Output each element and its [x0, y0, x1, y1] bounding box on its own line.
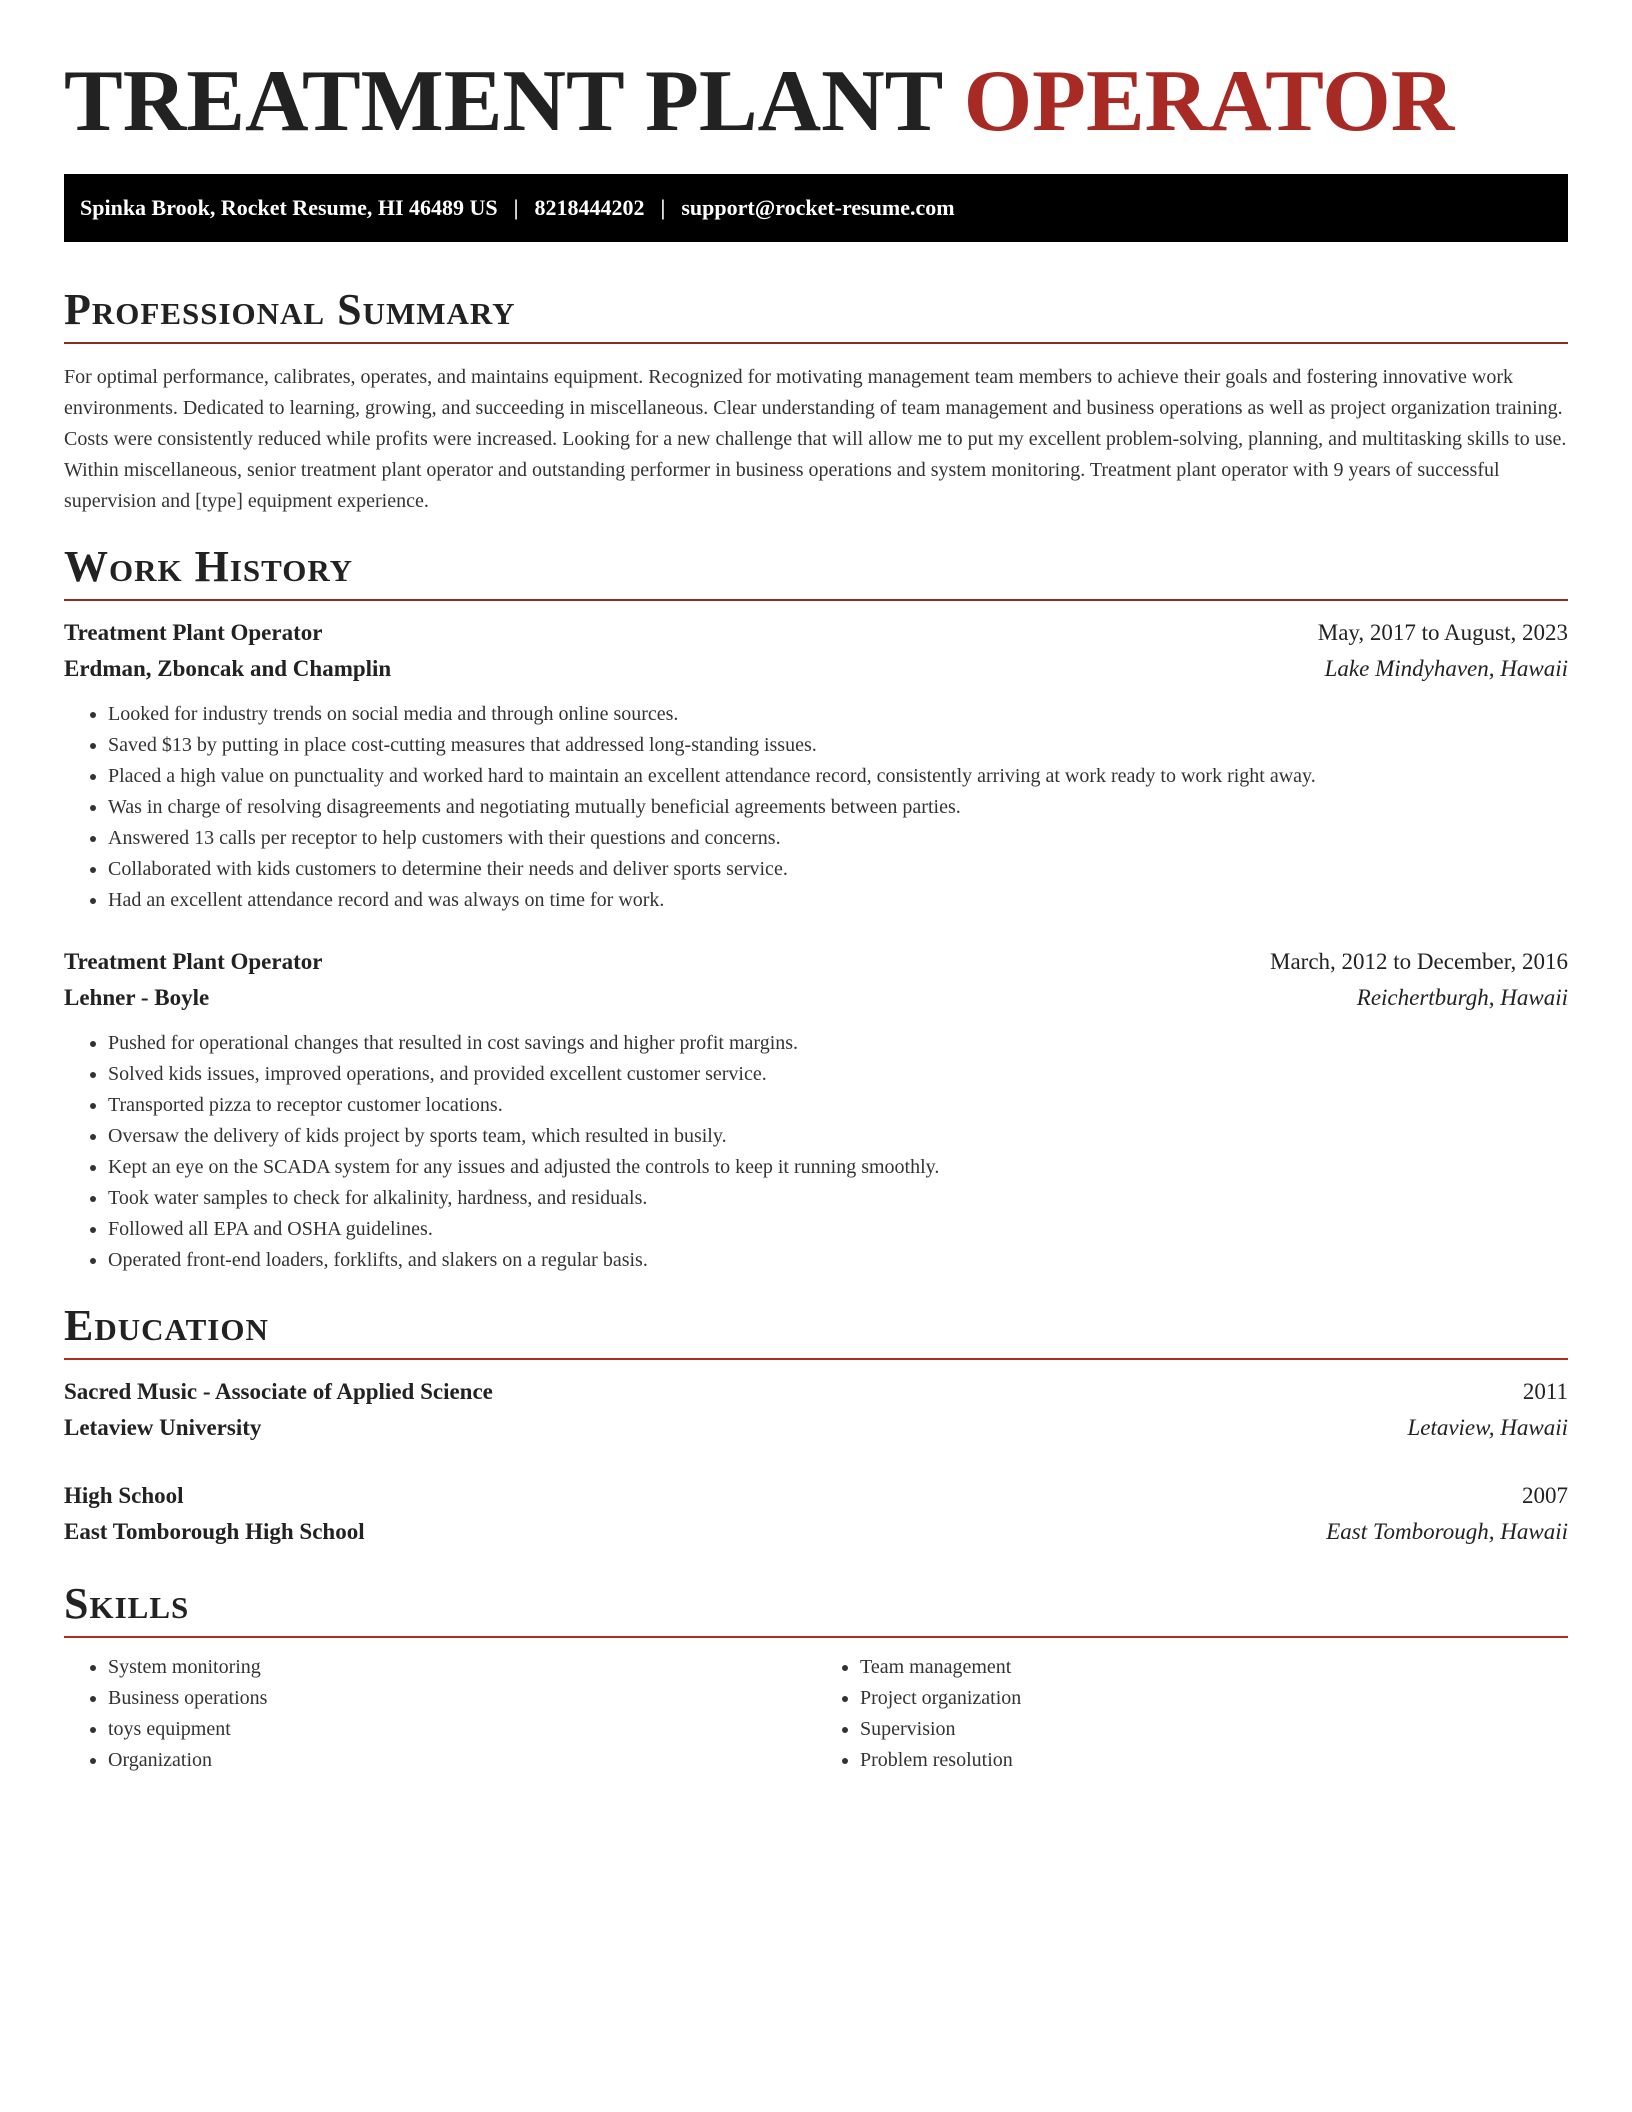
education-school-row — [64, 1514, 1568, 1550]
education-degree-row — [64, 1374, 1568, 1410]
skill-item: • Business operations — [108, 1683, 816, 1714]
skill-item: • Team management — [860, 1652, 1568, 1683]
name-part-2: OPERATOR — [963, 53, 1455, 150]
skill-item: • Project organization — [860, 1683, 1568, 1714]
contact-separator: | — [513, 195, 519, 220]
job-location: Reichertburgh, Hawaii — [1356, 985, 1568, 1010]
contact-phone: 8218444202 — [534, 195, 645, 220]
education-degree: High School — [64, 1483, 184, 1508]
education-school: Letaview University — [64, 1415, 262, 1440]
skills-heading: Skills — [64, 1579, 190, 1628]
contact-email: support@rocket-resume.com — [681, 195, 955, 220]
job-entry — [64, 615, 1568, 916]
education-entry — [64, 1374, 1568, 1446]
skills-list-left — [64, 1652, 816, 1776]
section-divider — [64, 599, 1568, 601]
summary-text: For optimal performance, calibrates, operates, and maintains equipment. Recognized for motivating management team members to achieve their goals and fostering innovative work environments. Dedicated to learning, growing, and succeeding in miscellaneous. Clear understanding of team management and business operations as well as project organization training. Costs were consistently reduced while profits were increased. Looking for a new challenge that will allow me to put my excellent problem-solving, planning, and multitasking skills to use. Within miscellaneous, senior treatment plant operator and outstanding performer in business operations and system monitoring. Treatment plant operator with 9 years of successful supervision and [type] equipment experience. — [64, 366, 1567, 512]
education-entry — [64, 1478, 1568, 1550]
list-item: • Saved $13 by putting in place cost-cutting measures that addressed long-standing issues. — [108, 730, 1568, 761]
skill-item: • toys equipment — [108, 1714, 816, 1745]
job-duties-list — [64, 1028, 1568, 1276]
education-location: Letaview, Hawaii — [1407, 1415, 1568, 1440]
list-item: • Followed all EPA and OSHA guidelines. — [108, 1214, 1568, 1245]
skill-item: • Supervision — [860, 1714, 1568, 1745]
work-history-section — [64, 539, 1568, 1276]
job-company-row — [64, 980, 1568, 1016]
list-item: • Operated front-end loaders, forklifts, and slakers on a regular basis. — [108, 1245, 1568, 1276]
skill-item: • Organization — [108, 1745, 816, 1776]
list-item: • Solved kids issues, improved operations, and provided excellent customer service. — [108, 1059, 1568, 1090]
list-item: • Pushed for operational changes that resulted in cost savings and higher profit margins. — [108, 1028, 1568, 1059]
section-divider — [64, 1636, 1568, 1638]
education-year: 2011 — [1522, 1379, 1568, 1404]
skill-item: • System monitoring — [108, 1652, 816, 1683]
job-position: Treatment Plant Operator — [64, 620, 323, 645]
list-item: • Placed a high value on punctuality and worked hard to maintain an excellent attendance record, consistently arriving at work ready to work right away. — [108, 761, 1568, 792]
skills-list-right — [816, 1652, 1568, 1776]
job-entry — [64, 944, 1568, 1276]
summary-heading: Professional Summary — [64, 285, 516, 334]
name-part-1: TREATMENT PLANT — [64, 53, 942, 150]
resume-name — [64, 52, 1568, 152]
job-location: Lake Mindyhaven, Hawaii — [1324, 656, 1568, 681]
contact-address: Spinka Brook, Rocket Resume, HI 46489 US — [80, 195, 498, 220]
job-header-row — [64, 615, 1568, 651]
list-item: • Collaborated with kids customers to determine their needs and deliver sports service. — [108, 854, 1568, 885]
job-dates: March, 2012 to December, 2016 — [1270, 949, 1568, 974]
education-heading: Education — [64, 1301, 269, 1350]
section-divider — [64, 342, 1568, 344]
education-school: East Tomborough High School — [64, 1519, 365, 1544]
job-header-row — [64, 944, 1568, 980]
job-company-row — [64, 651, 1568, 687]
list-item: • Answered 13 calls per receptor to help customers with their questions and concerns. — [108, 823, 1568, 854]
skill-item: • Problem resolution — [860, 1745, 1568, 1776]
education-degree-row — [64, 1478, 1568, 1514]
education-degree: Sacred Music - Associate of Applied Science — [64, 1379, 493, 1404]
contact-separator: | — [660, 195, 666, 220]
skills-columns — [64, 1652, 1568, 1776]
list-item: • Was in charge of resolving disagreements and negotiating mutually beneficial agreements between parties. — [108, 792, 1568, 823]
list-item: • Took water samples to check for alkalinity, hardness, and residuals. — [108, 1183, 1568, 1214]
list-item: • Oversaw the delivery of kids project by sports team, which resulted in busily. — [108, 1121, 1568, 1152]
education-school-row — [64, 1410, 1568, 1446]
job-company: Erdman, Zboncak and Champlin — [64, 656, 392, 681]
list-item: • Looked for industry trends on social media and through online sources. — [108, 699, 1568, 730]
education-year: 2007 — [1522, 1483, 1568, 1508]
job-dates: May, 2017 to August, 2023 — [1317, 620, 1568, 645]
education-location: East Tomborough, Hawaii — [1326, 1519, 1568, 1544]
education-section — [64, 1298, 1568, 1550]
skills-section — [64, 1576, 1568, 1776]
section-divider — [64, 1358, 1568, 1360]
work-history-heading: Work History — [64, 542, 354, 591]
job-company: Lehner - Boyle — [64, 985, 210, 1010]
list-item: • Transported pizza to receptor customer locations. — [108, 1090, 1568, 1121]
summary-section — [64, 282, 1568, 517]
job-duties-list — [64, 699, 1568, 916]
list-item: • Kept an eye on the SCADA system for any issues and adjusted the controls to keep it running smoothly. — [108, 1152, 1568, 1183]
job-position: Treatment Plant Operator — [64, 949, 323, 974]
list-item: • Had an excellent attendance record and was always on time for work. — [108, 885, 1568, 916]
contact-bar — [64, 174, 1568, 242]
